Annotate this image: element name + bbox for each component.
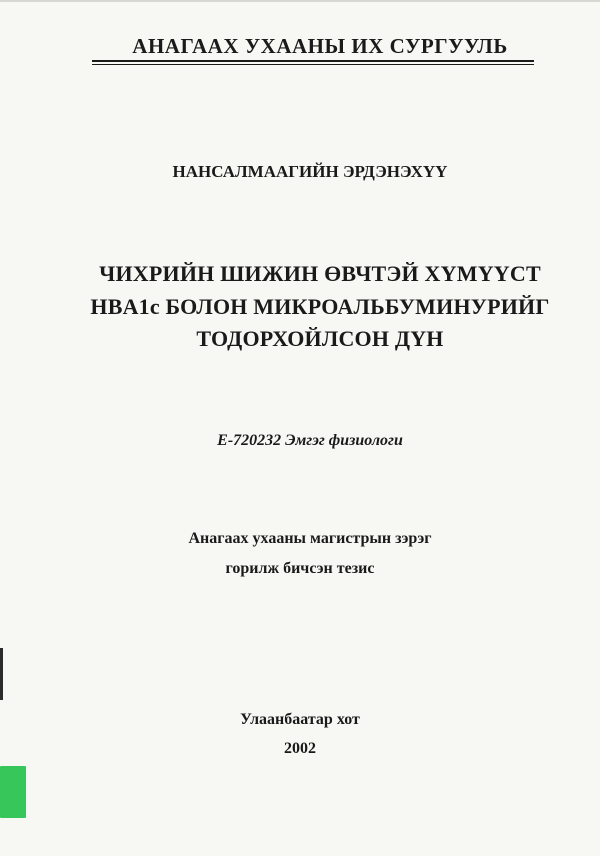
degree-statement-line-1: Анагаах ухааны магистрын зэрэг: [188, 530, 432, 547]
city: Улаанбаатар хот: [240, 711, 360, 728]
university-name: АНАГААХ УХААНЫ ИХ СУРГУУЛЬ: [132, 34, 508, 58]
author-name: НАНСАЛМААГИЙН ЭРДЭНЭХҮҮ: [172, 162, 448, 181]
library-sticker: [0, 766, 26, 818]
scan-edge-shadow: [0, 0, 600, 2]
year: 2002: [284, 740, 316, 757]
thesis-title-line-3: ТОДОРХОЙЛСОН ДҮН: [196, 326, 444, 351]
header-rule-thin: [92, 64, 534, 65]
header-rule-thick: [92, 60, 534, 62]
thesis-title-line-2: HBA1c БОЛОН МИКРОАЛЬБУМИНУРИЙГ: [90, 294, 550, 319]
specialty-code: Е-720232 Эмгэг физиологи: [217, 432, 403, 449]
degree-statement-line-2: горилж бичсэн тезис: [225, 560, 375, 577]
binding-mark: [0, 648, 3, 700]
thesis-title-line-1: ЧИХРИЙН ШИЖИН ӨВЧТЭЙ ХҮМҮҮСТ: [99, 261, 541, 286]
